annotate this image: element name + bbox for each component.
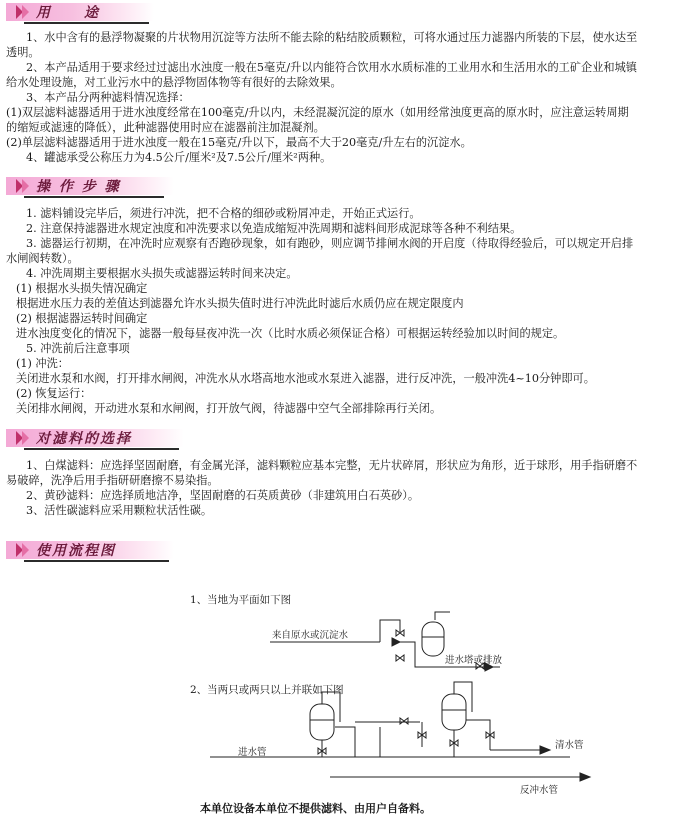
filter-text bbox=[6, 458, 694, 518]
header-underline bbox=[24, 448, 179, 450]
text-line: 关闭进水泵和水阀，打开排水闸阀，冲洗水从水塔高地水池或水泵进入滤器，进行反冲洗，一般冲洗4~10分钟即可。 bbox=[16, 372, 595, 385]
text-line: 进水浊度变化的情况下，滤器一般每昼夜冲洗一次（比时水质必须保证合格）可根据运转经验加以时间的规定。 bbox=[16, 327, 565, 340]
text-line: 1、水中含有的悬浮物凝聚的片状物用沉淀等方法所不能去除的粘结胶质颗粒，可将水通过压力滤器内所装的下层，使水达至 bbox=[26, 31, 638, 44]
text-line: 透明。 bbox=[6, 46, 40, 59]
section-title: 使用流程图 bbox=[36, 543, 116, 559]
text-line: 3、活性碳滤料应采用颗粒状活性碳。 bbox=[26, 504, 213, 517]
text-line: 2、黄砂滤料：应选择质地洁净，坚固耐磨的石英质黄砂（非建筑用白石英砂）。 bbox=[26, 489, 420, 502]
text-line: 1、白煤滤料：应选择坚固耐磨，有金属光泽，滤料颗粒应基本完整，无片状碎屑，形状应为角形，近于球形，用手指研磨不 bbox=[26, 459, 638, 472]
text-line: 关闭排水闸阀，开动进水泵和水闸阀，打开放气阀，待滤器中空气全部排除再行关闭。 bbox=[16, 402, 442, 415]
diagram2-inlet-label: 进水管 bbox=[238, 747, 267, 758]
header-underline bbox=[24, 196, 164, 198]
flow-diagram bbox=[160, 582, 600, 817]
text-line: 2、本产品适用于要求经过过滤出水浊度一般在5毫克/升以内能符合饮用水水质标准的工业用水和生活用水的工矿企业和城镇 bbox=[26, 61, 637, 74]
diagram2-caption: 2、当两只或两只以上并联如下图 bbox=[190, 684, 344, 696]
text-line: 水闸阀转数）。 bbox=[6, 252, 79, 265]
text-line: (1)双层滤料滤器适用于进水浊度经常在100毫克/升以内，未经混凝沉淀的原水（如用经常浊度更高的原水时，应注意运转周期 bbox=[6, 106, 629, 119]
diagram1-outlet-label: 进水塔或排放 bbox=[445, 655, 503, 666]
text-line: 1. 滤料铺设完毕后，须进行冲洗，把不合格的细砂或粉屑冲走，开始正式运行。 bbox=[26, 207, 421, 220]
text-line: 根据进水压力表的差值达到滤器允许水头损失值时进行冲洗此时滤后水质仍应在规定限度内 bbox=[16, 297, 464, 310]
text-line: 3. 滤器运行初期，在冲洗时应观察有否跑砂现象，如有跑砂，则应调节排闸水阀的开启度（待取得经验后，可以规定开启排 bbox=[26, 237, 634, 250]
section-header-steps bbox=[6, 176, 174, 196]
usage-text bbox=[6, 30, 694, 165]
text-line: 5. 冲洗前后注意事项 bbox=[26, 342, 130, 355]
text-line: 给水处理设施，对工业污水中的悬浮物固体物等有很好的去除效果。 bbox=[6, 76, 342, 89]
text-line: 易破碎，洗净后用手指研研磨擦不易染指。 bbox=[6, 474, 219, 487]
text-line: 的缩短或滤速的降低），此种滤器使用时应在滤器前注加混凝剂。 bbox=[6, 121, 325, 134]
section-title: 对滤料的选择 bbox=[36, 431, 132, 447]
diagram1-caption: 1、当地为平面如下图 bbox=[190, 594, 292, 606]
text-line: 3、本产品分两种滤料情况选择： bbox=[26, 91, 190, 104]
steps-text bbox=[6, 206, 694, 416]
footer-note: 本单位设备本单位不提供滤料、由用户自备料。 bbox=[200, 802, 431, 815]
section-title: 操 作 步 骤 bbox=[36, 179, 121, 195]
section-title: 用 途 bbox=[36, 5, 100, 21]
section-header-usage bbox=[6, 2, 154, 22]
text-line: 2. 注意保持滤器进水规定浊度和冲洗要求以免造成缩短冲洗周期和滤料间形成泥球等各种不利结果。 bbox=[26, 222, 522, 235]
text-line: (2)单层滤料滤器适用于进水浊度一般在15毫克/升以下，最高不大于20毫克/升左右的沉淀水。 bbox=[6, 136, 472, 149]
header-underline bbox=[24, 560, 169, 562]
chevron-right-icon bbox=[14, 3, 32, 21]
diagram2-clean-label: 清水管 bbox=[555, 740, 584, 751]
text-line: (2) 根据滤器运转时间确定 bbox=[16, 312, 148, 325]
diagram2-backwash-label: 反冲水管 bbox=[520, 785, 559, 796]
section-header-flow bbox=[6, 540, 174, 560]
text-line: (1) 冲洗： bbox=[16, 357, 69, 370]
text-line: 4. 冲洗周期主要根据水头损失或滤器运转时间来决定。 bbox=[26, 267, 298, 280]
text-line: 4、罐滤承受公称压力为4.5公斤/厘米²及7.5公斤/厘米²两种。 bbox=[26, 151, 332, 164]
diagram1-inlet-label: 来自原水或沉淀水 bbox=[272, 630, 349, 641]
chevron-right-icon bbox=[14, 177, 32, 195]
chevron-right-icon bbox=[14, 429, 32, 447]
text-line: (1) 根据水头损失情况确定 bbox=[16, 282, 148, 295]
section-header-filter bbox=[6, 428, 184, 448]
chevron-right-icon bbox=[14, 541, 32, 559]
text-line: (2) 恢复运行： bbox=[16, 387, 92, 400]
header-underline bbox=[24, 22, 149, 24]
